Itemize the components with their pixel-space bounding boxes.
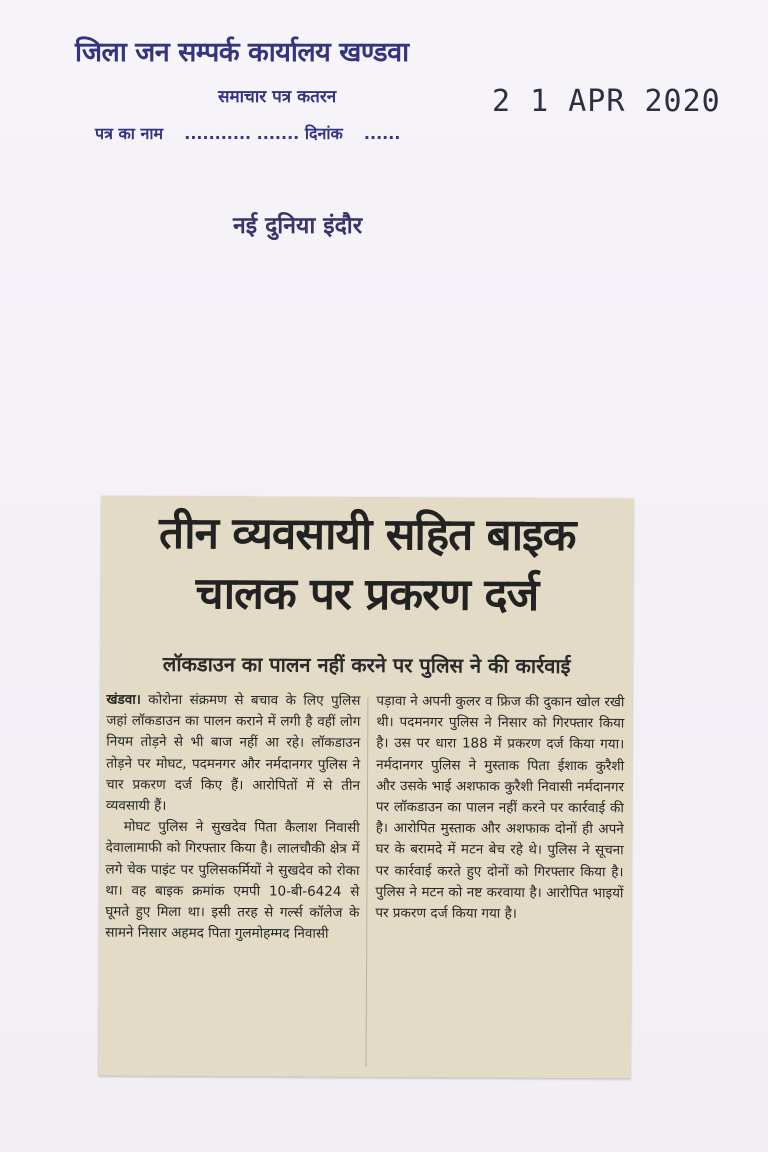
column-divider: [366, 697, 369, 1067]
headline-line-1: तीन व्यवसायी सहित बाइक: [158, 507, 576, 562]
date-label: दिनांक: [304, 124, 343, 143]
article-subheadline: लॉकडाउन का पालन नहीं करने पर पुलिस ने की कार्रवाई: [162, 651, 571, 679]
date-blank: ......: [363, 124, 401, 143]
paper-name-label: पत्र का नाम: [95, 124, 164, 143]
article-paragraph: पड़ावा ने अपनी कुलर व फ्रिज की दुकान खोल रखी थी। पदमनगर पुलिस ने निसार को गिरफ्तार किया है। उस पर धारा 188 में प्रकरण दर्ज किया गया। नर्मदानगर पुलिस ने मुस्ताक पिता ईशाक कुरैशी और उसके भाई अशफाक कुरैशी निवासी नर्मदानगर पर लॉकडाउन का पालन नहीं करने पर कार्रवाई की है। आरोपित मुस्ताक और अशफाक दोनों ही अपने घर के बरामदे में मटन बेच रहे थे। पुलिस ने सूचना पर कार्रवाई करते हुए दोनों को गिरफ्तार किया है। पुलिस ने मटन को नष्ट करवाया है। आरोपित भाइयों पर प्रकरण दर्ज किया गया है।: [375, 693, 625, 922]
article-paragraph: [106, 690, 361, 819]
article-headline: [107, 504, 628, 627]
newspaper-name: नई दुनिया इंदौर: [233, 213, 363, 239]
dateline: खंडवा।: [106, 691, 141, 708]
paper-info-row: [95, 122, 400, 144]
paper-name-blank: ........... .......: [184, 124, 300, 143]
paragraph-text: कोरोना संक्रमण से बचाव के लिए पुलिस जहां लॉकडाउन का पालन कराने में लगी है वहीं लोग नियम तोड़ने से भी बाज नहीं आ रहे। लॉकडाउन तोड़ने पर मोघट, पदमनगर और नर्मदानगर पुलिस ने चार प्रकरण दर्ज किए हैं। आरोपितों में से तीन व्यवसायी हैं।: [105, 691, 361, 814]
office-stamp-title: जिला जन सम्पर्क कार्यालय खण्डवा: [75, 37, 409, 68]
article-column-left: [105, 690, 360, 946]
article-paragraph: मोघट पुलिस ने सुखदेव पिता कैलाश निवासी देवालामाफी को गिरफ्तार किया है। लालचौकी क्षेत्र में लगे चेक पाइंट पर पुलिसकर्मियों ने सुखदेव को रोका था। वह बाइक क्रमांक एमपी 10-बी-6424 से घूमते हुए मिला था। इसी तरह से गर्ल्स कॉलेज के सामने निसार अहमद पिता गुलमोहम्मद निवासी: [105, 818, 360, 943]
clipping-label: समाचार पत्र कतरन: [218, 87, 337, 107]
article-column-right: [375, 691, 624, 926]
date-stamp: 2 1 APR 2020: [492, 84, 721, 119]
headline-line-2: चालक पर प्रकरण दर्ज: [195, 568, 539, 621]
newspaper-clipping: [98, 496, 633, 1079]
